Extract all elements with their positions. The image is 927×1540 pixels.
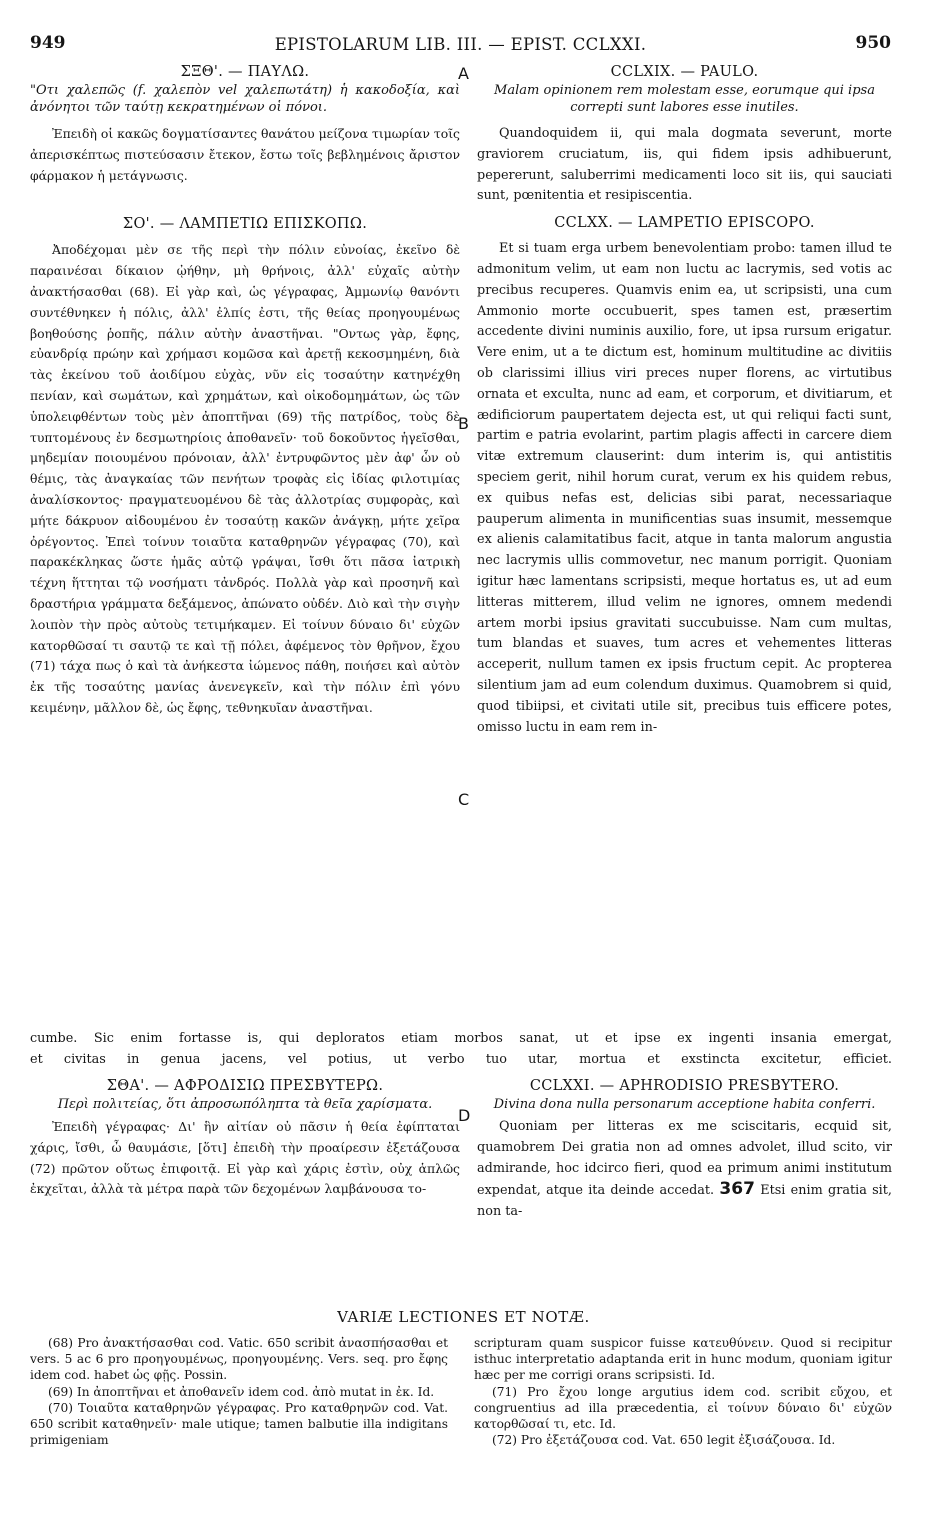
latin-letter-270-title: CCLXX. — LAMPETIO EPISCOPO. (554, 215, 815, 232)
latin-letter-271-title: CCLXXI. — APHRODISIO PRESBYTERO. (529, 1078, 840, 1094)
latin-letter-271-text-b: Etsi enim gratia sit, non ta- (477, 1183, 892, 1220)
column-number: 367 (719, 1179, 755, 1200)
running-title: EPISTOLARUM LIB. III. — EPIST. CCLXXI. (274, 35, 647, 54)
greek-column (30, 62, 460, 1026)
latin-letter-271-summary: Divina dona nulla personarum acceptione habita conferri. (493, 1097, 876, 1112)
greek-letter-271-summary: Περὶ πολιτείας, ὅτι ἀπροσωπόληπτα τὰ θεῖα χαρίσματα. (57, 1097, 433, 1112)
latin-letter-269-summary: Malam opinionem rem molestam esse, eorumque qui ipsa correpti sunt labores esse inutiles. (494, 83, 875, 115)
latin-letter-271 (477, 1076, 892, 1292)
note-70: (70) Τοιαῦτα καταθρηνῶν γέγραφας. Pro καταθρηνῶν cod. Vat. 650 scribit καταθηνεῖν· male utique; tamen balbutie illa indigitans primigeniam (30, 1400, 448, 1448)
latin-column (477, 62, 892, 1026)
greek-letter-269-title: ΣΞΘ'. — ΠΑΥΛΩ. (180, 64, 310, 80)
note-71: (71) Pro ἔχου longe argutius idem cod. scribit εὔχου, et congruentius ad illa præcedentia, εἰ τοίνυν δύναιο δι' εὐχῶν κατορθῶσαί τι, etc. Id. (474, 1384, 892, 1432)
latin-letter-271-text (477, 1117, 892, 1223)
greek-letter-269-text: Ἐπειδὴ οἱ κακῶς δογματίσαντες θανάτου μείζονα τιμωρίαν τοῖς ἀπερισκέπτως πιστεύσασιν ἔτεκον, ἔστω τοῖς βεβλημένοις ἄριστον φάρμακον ἡ μετάγνωσις. (30, 126, 460, 183)
margin-marker-c: C (458, 790, 470, 809)
page-header (30, 33, 891, 57)
page-number-right: 950 (855, 33, 891, 53)
continuation-line-1: cumbe. Sic enim fortasse is, qui deploratos etiam morbos sanat, ut et ipse ex ingenti insania emergat, (30, 1031, 892, 1046)
latin-letter-269-title: CCLXIX. — PAULO. (610, 64, 759, 80)
note-69: (69) In ἀποπτῆναι et ἀποθανεῖν idem cod. ἀπὸ mutat in ἐκ. Id. (48, 1384, 435, 1399)
margin-marker-d: D (458, 1106, 471, 1125)
page-number-left: 949 (30, 33, 66, 53)
greek-letter-271-text: Ἐπειδὴ γέγραφας· Δι' ἣν αἰτίαν οὐ πᾶσιν ἡ θεία ἐφίπταται χάρις, ἴσθι, ὦ θαυμάσιε, [ὅτι] ἐπειδὴ τὴν προαίρεσιν ἐξετάζουσα (72) πρῶτον οὕτως ἐπιφοιτᾷ. Εἰ γὰρ καὶ χάρις ἐστὶν, οὐχ ἁπλῶς ἐκχεῖται, ἀλλὰ τὰ μέτρα παρὰ τῶν δεχομένων λαμβάνουσα το- (30, 1119, 460, 1197)
continuation-line-2: et civitas in genua jacens, vel potius, ut verbo tuo utar, mortua et exstincta excitetur, efficiet. (30, 1052, 892, 1067)
latin-letter-271-text-a: Quoniam per litteras ex me sciscitaris, ecquid sit, quamobrem Dei gratia non ad omnes advolet, illud scito, vir admirande, hoc idcirco fieri, quod ea primum animi institutum expendat, atque ita deinde accedat. (477, 1119, 892, 1199)
notes-left-column (30, 1335, 448, 1515)
latin-continuation (30, 1029, 892, 1073)
greek-letter-270-title: ΣΟ'. — ΛΑΜΠΕΤΙΩ ΕΠΙΣΚΟΠΩ. (122, 216, 368, 233)
notes-right-column (474, 1335, 892, 1515)
greek-letter-271-title: ΣΘΑ'. — ΑΦΡΟΔΙΣΙΩ ΠΡΕΣΒΥΤΕΡΩ. (106, 1078, 384, 1094)
notes-heading: VARIÆ LECTIONES ET NOTÆ. (337, 1308, 590, 1326)
margin-marker-a: A (458, 64, 469, 83)
note-72: (72) Pro ἐξετάζουσα cod. Vat. 650 legit ἐξισάζουσα. Id. (492, 1433, 836, 1448)
greek-letter-270-text: Ἀποδέχομαι μὲν σε τῆς περὶ τὴν πόλιν εὐνοίας, ἐκεῖνο δὲ παραινέσαι δίκαιον ᾠήθην, μὴ θρήνοις, ἀλλ' εὐχαῖς αὐτὴν ἀνακτήσασθαι (68). Εἰ γὰρ καὶ, ὡς γέγραφας, Ἀμμωνίῳ θανόντι συντέθνηκεν ἡ πόλις, ἀλλ' ἐλπίς ἐστι, τῆς θείας προηγουμένως βοηθούσης ῥοπῆς, πάλιν αὐτὴν ἀναστῆναι. "Οντως γὰρ, ἔφης, εὐανδρίᾳ πρώην καὶ χρήμασι κομῶσα καὶ ἀρετῇ κεκοσμημένη, διὰ τὰς ἐκείνου τοῦ ἀοιδίμου εὐχὰς, νῦν εἰς τοσαύτην κατηνέχθη πενίαν, καὶ σωμάτων, καὶ χρημάτων, καὶ οἰκοδομημάτων, ὡς τῶν ὑπολειφθέντων τοὺς μὲν ἀποπτῆναι (69) τῆς πατρίδος, τοὺς δὲ τυπτομένους ἐν δεσμωτηρίοις ἀποθανεῖν· τοῦ δοκοῦντος ἡγεῖσθαι, μηδεμίαν ποιουμένου πρόνοιαν, ἀλλ' ἐντρυφῶντος μὲν ἀφ' ὧν οὐ θέμις, τὰς ἀναγκαίας τῶν πενήτων τροφὰς εἰς ἰδίας φιλοτιμίας ἀναλίσκοντος· πραγματευομένου δὲ τὰς ἀλλοτρίας συμφορὰς, καὶ μήτε δάκρυον αἰδουμένου ἐν τοσαύτῃ κακῶν ἀνάγκῃ, μήτε χεῖρα ὀρέγοντος. Ἐπεὶ τοίνυν τοιαῦτα καταθρηνῶν γέγραφας (70), καὶ παρακέκληκας ὥστε ἡμᾶς αὐτῷ γράψαι, ἴσθι ὅτι πᾶσα ἰατρικὴ τέχνη ἥττηται τῷ νοσήματι τἀνδρός. Πολλὰ γὰρ καὶ προσηνῆ καὶ δραστήρια γράμματα δεξάμενος, ἀπώνατο οὐδέν. Διὸ καὶ τὴν σιγὴν λοιπὸν τὴν πρὸς αὐτοὺς τετιμήκαμεν. Εἰ τοίνυν δύναιο δι' εὐχῶν κατορθῶσαί τι σαυτῷ τε καὶ τῇ πόλει, ἀφέμενος τὸν θρῆνον, ἔχου (71) τάχα πως ὁ καὶ τὰ ἀνήκεστα ἰώμενος πάθη, ποιήσει καὶ αὐτὸν ἐκ τῆς τοσαύτης μανίας ἀνενεγκεῖν, καὶ τὴν πόλιν ἐπὶ γόνυ κειμένην, μᾶλλον δὲ, ὡς ἔφης, τεθνηκυῖαν ἀναστῆναι. (30, 242, 460, 715)
latin-letter-270-text: Et si tuam erga urbem benevolentiam probo: tamen illud te admonitum velim, ut eam non luctu ac lacrymis, sed votis ac precibus recuperes. Quamvis enim ea, ut scripsisti, una cum Ammonio morte occubuerit, spes tamen est, præsertim accedente divini numinis auxilio, fore, ut ipsa rursum erigatur. Vere enim, ut a te dictum est, hominum multitudine ac divitiis ob clarissimi illius viri preces nuper florens, ac virtutibus ornata et exculta, nunc ad eam, et corporum, et divitiarum, et ædificiorum paupertatem dejecta est, ut qui reliqui facti sunt, partim e patria evolarint, partim plagis affecti in carcere diem vitæ extremum clauserint: dum interim is, qui antistitis speciem gerit, nihil horum curat, verum ex his quidem rebus, ex quibus nefas est, delicias sibi parat, necessariaque pauperum alimenta in munificentias suas insumit, messemque ex alienis calamitatibus facit, atque in tanta malorum angustia nec lacrymis ullis commovetur, nec manum porrigit. Quoniam igitur hæc lamentans scripsisti, meque hortatus es, ut ad eum litteras mitterem, illud velim ne ignores, omnem medendi artem morbi ipsius gravitati succubuisse. Nam cum multas, tum blandas et suaves, tum acres et vehementes litteras acceperit, nullum tamen ex ipsis fructum cepit. Ac propterea silentium jam ad eum colendum duximus. Quamobrem si quid, quod tibiipsi, et civitati utile sit, precibus tuis efficere potes, omisso luctu in eam rem in- (477, 241, 892, 735)
greek-letter-269-summary: "Οτι χαλεπῶς (f. χαλεπὸν vel χαλεπωτάτη) ἡ κακοδοξία, καὶ ἀνόνητοι τῶν ταύτῃ κεκρατημένων οἱ πόνοι. (30, 83, 460, 115)
note-70-continued: scripturam quam suspicor fuisse κατευθύνειν. Quod si recipitur isthuc interpretatio adaptanda erit in hunc modum, quoniam igitur hæc per me corrigi orans scripsisti. Id. (474, 1336, 892, 1383)
margin-marker-b: B (458, 414, 469, 433)
latin-letter-269-text: Quandoquidem ii, qui mala dogmata severunt, morte graviorem cruciatum, iis, qui fidem ipsis adhibuerunt, pepererunt, saluberrimi medicamenti loco sit iis, qui sauciati sunt, pœnitentia et resipiscentia. (477, 126, 892, 204)
greek-letter-271 (30, 1076, 460, 1292)
note-68: (68) Pro ἀνακτήσασθαι cod. Vatic. 650 scribit ἀνασπήσασθαι et vers. 5 ac 6 pro προηγουμένως, προηγουμένης. Vers. seq. pro ἔφης idem cod. habet ὡς φῇς. Possin. (30, 1336, 448, 1383)
